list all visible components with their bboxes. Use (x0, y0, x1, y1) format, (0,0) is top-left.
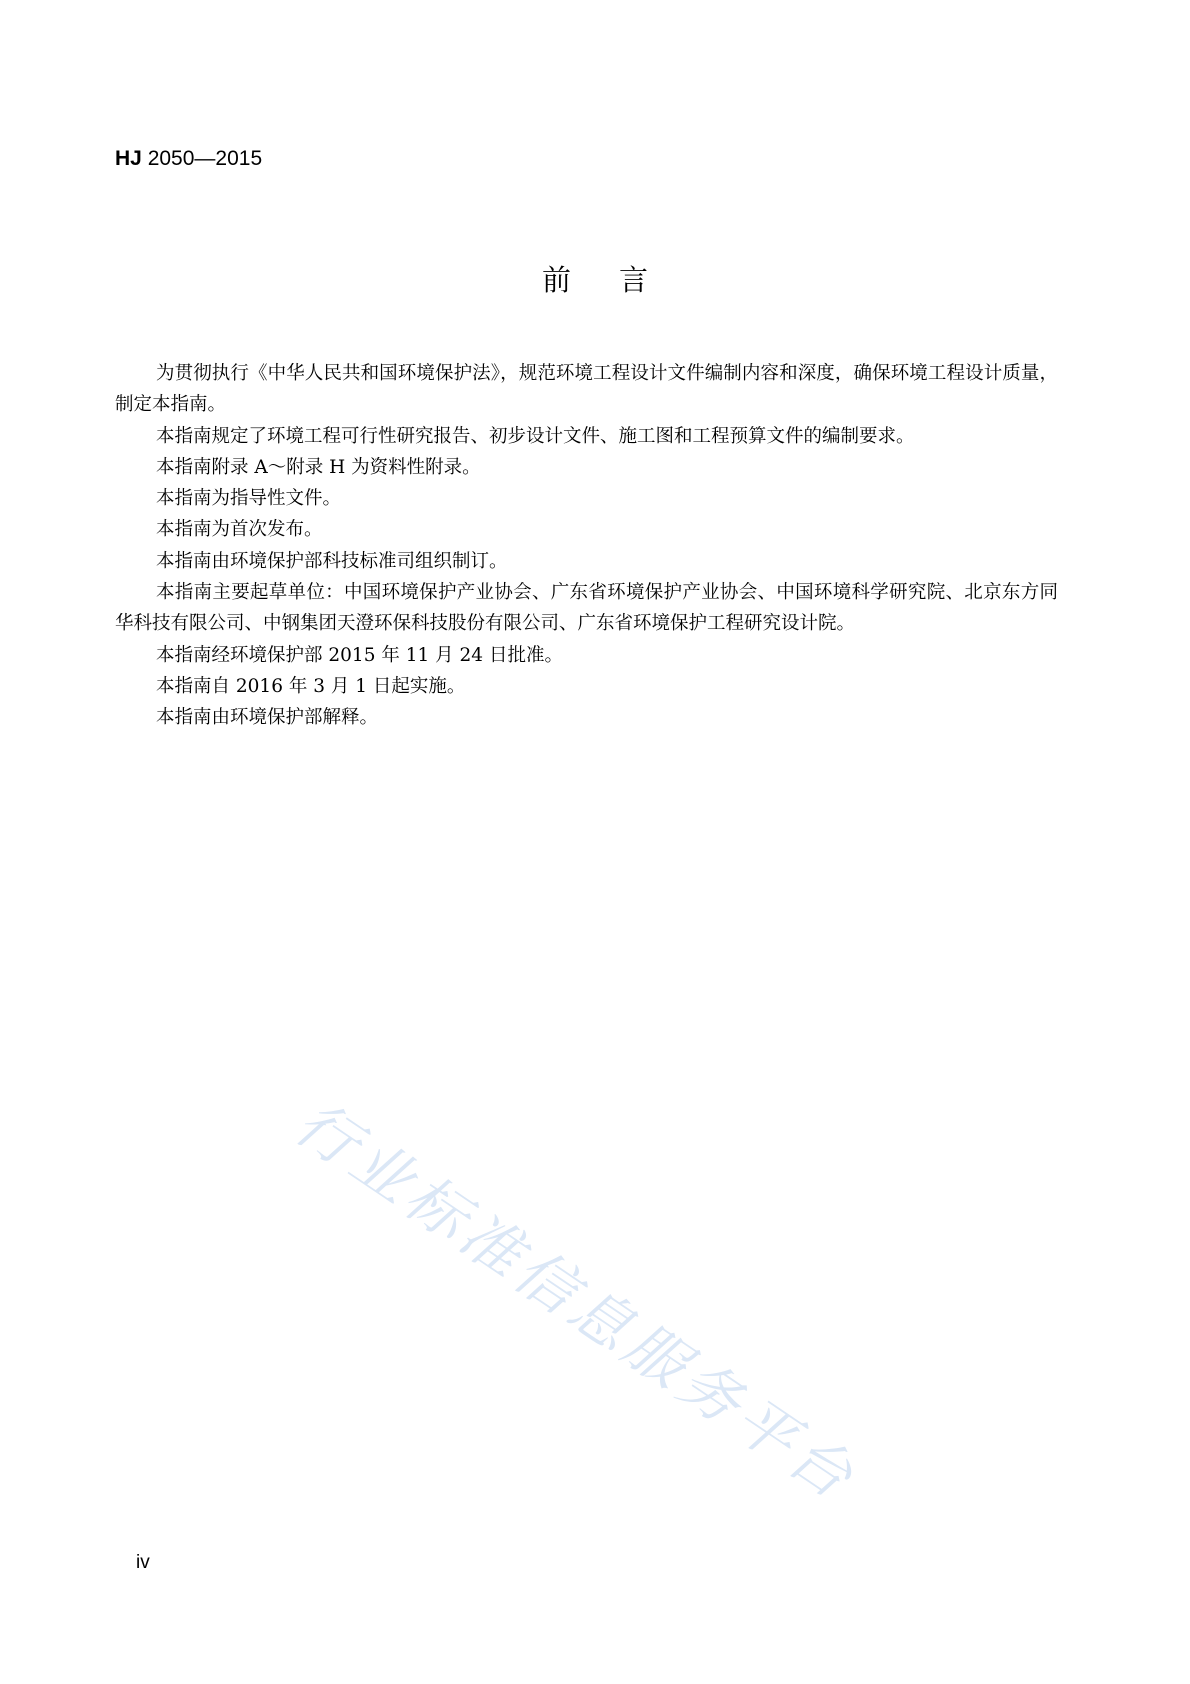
standard-code-header (115, 146, 262, 172)
paragraph-interpretation: 本指南由环境保护部解释。 (156, 707, 379, 729)
page-number: iv (136, 1552, 150, 1573)
paragraph-scope: 本指南规定了环境工程可行性研究报告、初步设计文件、施工图和工程预算文件的编制要求。 (156, 425, 915, 447)
paragraph-appendix: 本指南附录 A～附录 H 为资料性附录。 (156, 456, 481, 478)
paragraph-effective-date: 本指南自 2016 年 3 月 1 日起实施。 (156, 675, 466, 697)
paragraph-nature: 本指南为指导性文件。 (156, 488, 342, 510)
standard-code-prefix: HJ (115, 147, 142, 170)
paragraph-drafting-units: 本指南主要起草单位：中国环境保护产业协会、广东省环境保护产业协会、中国环境科学研究院、北京东方同华科技有限公司、中钢集团天澄环保科技股份有限公司、广东省环境保护工程研究设计院。 (115, 582, 1058, 635)
paragraph-purpose: 为贯彻执行《中华人民共和国环境保护法》，规范环境工程设计文件编制内容和深度，确保环境工程设计质量，制定本指南。 (115, 363, 1058, 416)
standard-code-number: 2050—2015 (141, 147, 263, 170)
page-title: 前言 (541, 263, 696, 297)
paragraph-first-release: 本指南为首次发布。 (156, 519, 323, 541)
foreword-body (115, 358, 1058, 734)
watermark: 行业标准信息服务平台 (282, 1088, 869, 1516)
paragraph-organizer: 本指南由环境保护部科技标准司组织制订。 (156, 550, 508, 572)
paragraph-approval: 本指南经环境保护部 2015 年 11 月 24 日批准。 (156, 644, 563, 666)
